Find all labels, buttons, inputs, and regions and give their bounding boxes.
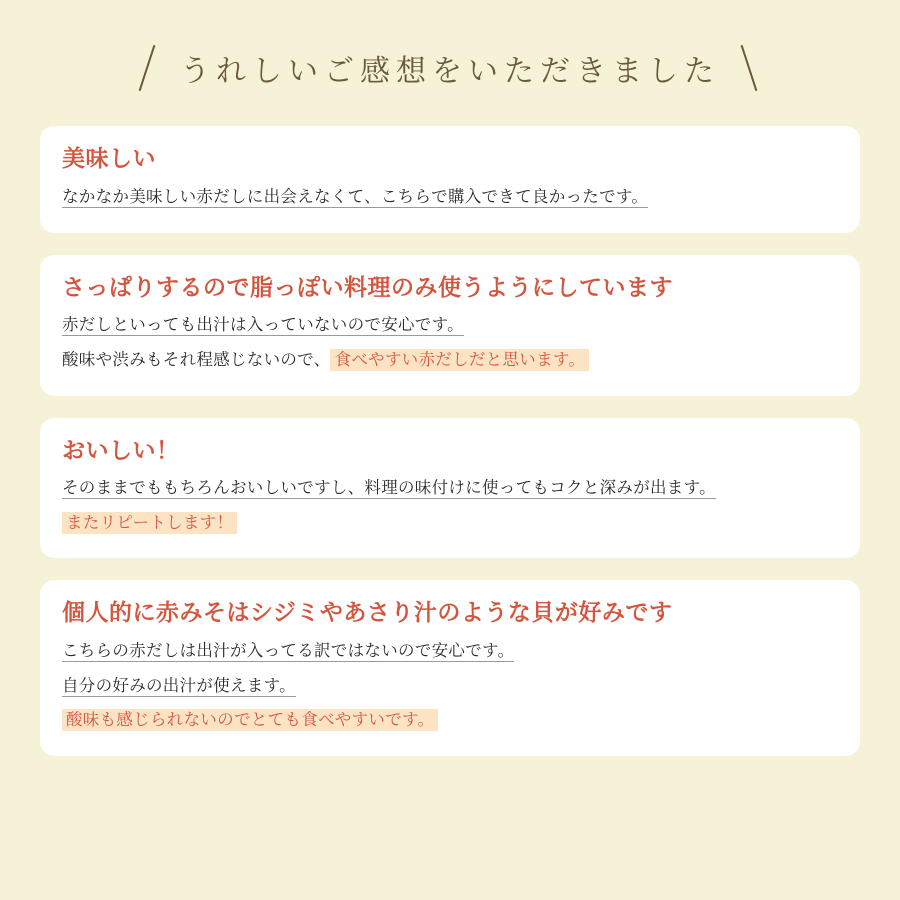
review-line: そのままでももちろんおいしいですし、料理の味付けに使ってもコクと深みが出ます。: [62, 479, 716, 498]
review-card: [40, 418, 860, 559]
review-line-highlight: 食べやすい赤だしだと思います。: [330, 349, 589, 371]
review-title: おいしい！: [62, 436, 180, 463]
review-line-highlight: またリピートします！: [62, 512, 237, 534]
review-line-highlight: 酸味も感じられないのでとても食べやすいです。: [62, 709, 438, 731]
review-line-row: [62, 508, 838, 539]
review-title: さっぱりするので脂っぽい料理のみ使うようにしています: [62, 273, 673, 300]
review-line-row: [62, 636, 838, 667]
review-line-row: [62, 705, 838, 736]
review-body: [62, 636, 838, 736]
review-line-row: [62, 182, 838, 213]
review-card: [40, 255, 860, 396]
review-line: 酸味や渋みもそれ程感じないので、: [62, 351, 331, 369]
review-line: なかなか美味しい赤だしに出会えなくて、こちらで購入できて良かったです。: [62, 188, 649, 207]
review-body: [62, 473, 838, 538]
review-line: 自分の好みの出汁が使えます。: [62, 676, 296, 695]
review-card: [40, 126, 860, 232]
review-card-list: [0, 116, 900, 756]
review-title: 美味しい: [62, 145, 156, 172]
review-line-row: [62, 473, 838, 504]
review-line: 赤だしといっても出汁は入っていないので安心です。: [62, 316, 464, 335]
review-body: [62, 310, 838, 375]
review-card: [40, 580, 860, 755]
review-title: 個人的に赤みそはシジミやあさり汁のような貝が好みです: [62, 599, 673, 626]
decorative-slash-left-icon: [136, 44, 162, 92]
decorative-slash-right-icon: [738, 44, 764, 92]
review-line-row: [62, 671, 838, 702]
review-line-row: [62, 345, 838, 376]
review-line-row: [62, 310, 838, 341]
page-title: うれしいご感想をいただきました: [180, 55, 720, 89]
review-line: こちらの赤だしは出汁が入ってる訳ではないので安心です。: [62, 642, 515, 661]
page-header: [0, 0, 900, 116]
review-body: [62, 182, 838, 213]
